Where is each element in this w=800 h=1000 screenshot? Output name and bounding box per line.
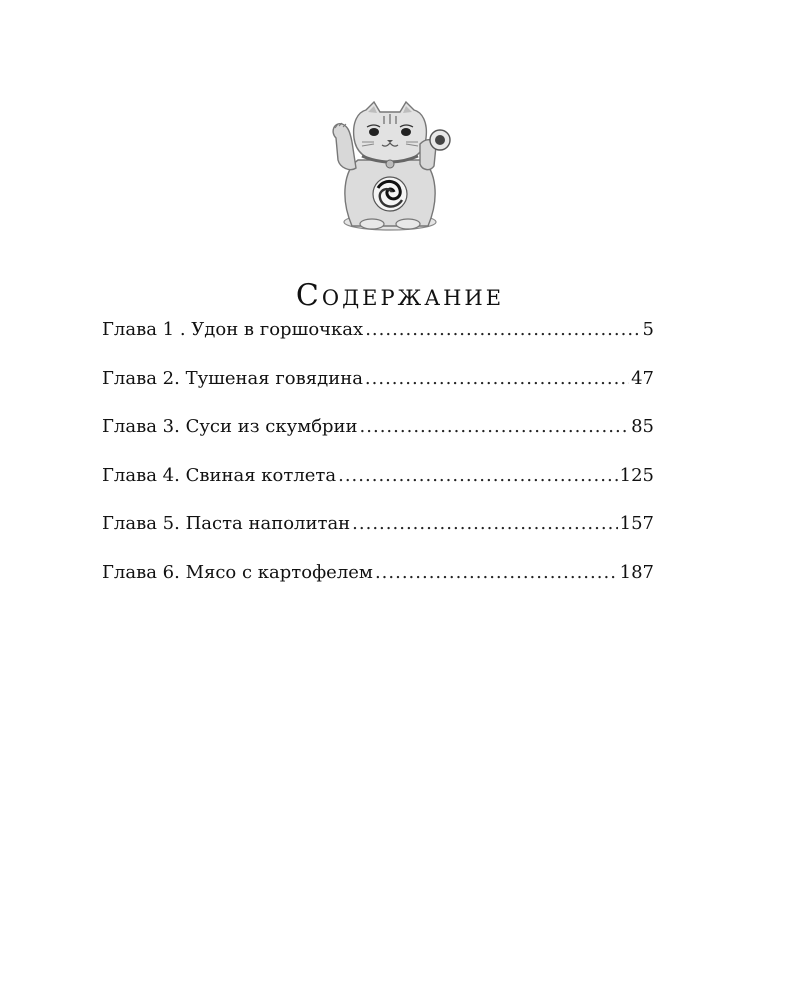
toc-entry-chapter-4[interactable] xyxy=(102,464,654,513)
toc-leader-dots xyxy=(365,318,640,342)
toc-entry-page: 47 xyxy=(631,367,654,389)
toc-entry-label: Глава 5. Паста наполитан xyxy=(102,513,351,534)
toc-leader-dots xyxy=(365,367,629,391)
toc-list xyxy=(102,318,654,609)
toc-entry-chapter-3[interactable] xyxy=(102,415,654,464)
toc-entry-chapter-2[interactable] xyxy=(102,367,654,416)
toc-entry-page: 187 xyxy=(619,561,654,583)
toc-entry-label: Глава 4. Свиная котлета xyxy=(102,464,337,486)
toc-entry-label: Глава 6. Мясо с картофелем xyxy=(102,561,373,583)
toc-leader-dots xyxy=(338,464,618,488)
toc-entry-page: 157 xyxy=(619,513,654,534)
toc-entry-page: 5 xyxy=(642,319,654,340)
toc-entry-chapter-1[interactable] xyxy=(102,318,654,367)
toc-leader-dots xyxy=(375,561,618,585)
toc-leader-dots xyxy=(360,415,630,439)
toc-title: Содержание xyxy=(295,278,505,314)
toc-entry-chapter-5[interactable] xyxy=(102,512,654,561)
toc-leader-dots xyxy=(352,512,617,536)
toc-entry-label: Глава 2. Тушеная говядина xyxy=(102,367,363,389)
toc-entry-page: 85 xyxy=(631,416,654,437)
toc-entry-label: Глава 3. Суси из скумбрии xyxy=(102,416,358,437)
toc-entry-page: 125 xyxy=(619,464,654,486)
toc-entry-chapter-6[interactable] xyxy=(102,561,654,610)
maneki-neko-cat-icon xyxy=(322,98,458,232)
toc-entry-label: Глава 1 . Удон в горшочках xyxy=(102,319,364,340)
